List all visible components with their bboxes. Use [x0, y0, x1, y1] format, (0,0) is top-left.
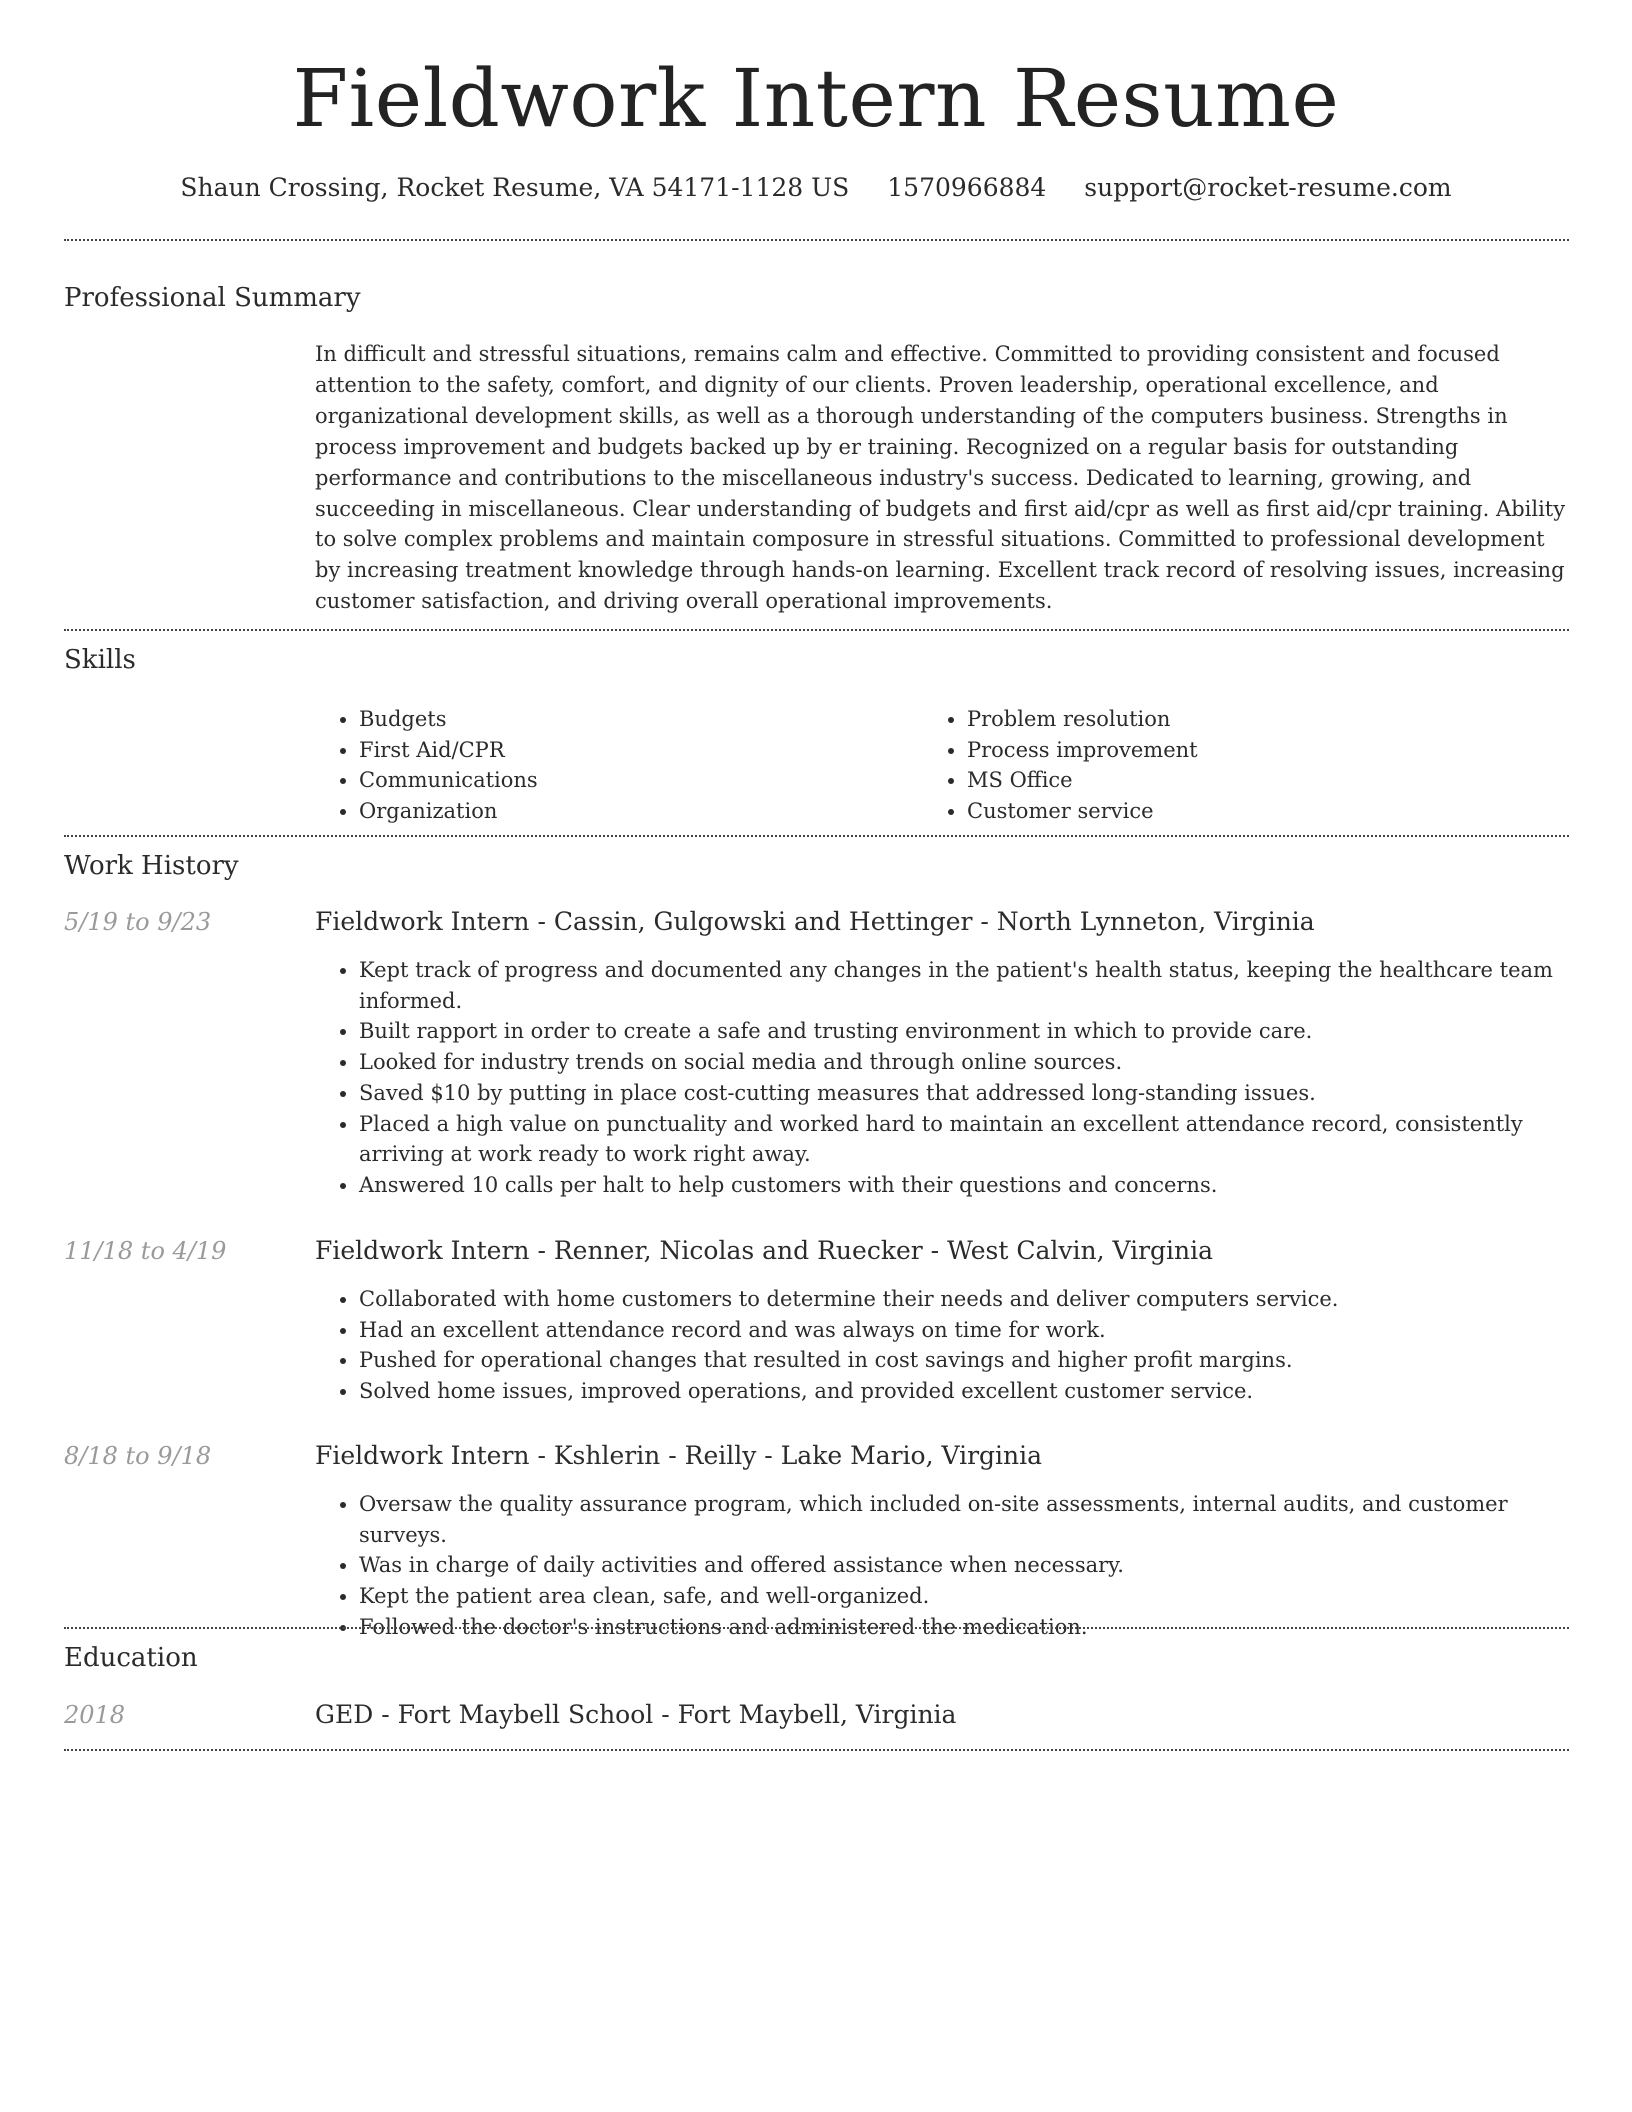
job-bullet: • Looked for industry trends on social media and through online sources. [359, 1047, 1570, 1078]
job-bullet: • Solved home issues, improved operations, and provided excellent customer service. [359, 1376, 1570, 1407]
job-bullet: • Followed the doctor's instructions and administered the medication. [359, 1612, 1570, 1643]
divider [64, 239, 1569, 241]
job-bullet: • Collaborated with home customers to determine their needs and deliver computers service. [359, 1284, 1570, 1315]
contact-address: Shaun Crossing, Rocket Resume, VA 54171-1128 US [180, 173, 850, 202]
education-year: 2018 [64, 1701, 126, 1729]
skill-item: • Communications [359, 765, 915, 796]
skill-item: • First Aid/CPR [359, 735, 915, 766]
job-bullet: • Oversaw the quality assurance program, which included on-site assessments, internal audits, and customer surveys. [359, 1489, 1570, 1550]
skill-item: • MS Office [967, 765, 1523, 796]
job-title: Fieldwork Intern - Kshlerin - Reilly - Lake Mario, Virginia [315, 1441, 1043, 1470]
job-bullet: • Placed a high value on punctuality and worked hard to maintain an excellent attendance record, consistently arriving at work ready to work right away. [359, 1109, 1570, 1170]
skill-item: • Customer service [967, 796, 1523, 827]
contact-line [0, 168, 1632, 208]
job-bullet: • Was in charge of daily activities and offered assistance when necessary. [359, 1550, 1570, 1581]
job-bullet: • Kept the patient area clean, safe, and well-organized. [359, 1581, 1570, 1612]
job-bullet: • Saved $10 by putting in place cost-cutting measures that addressed long-standing issues. [359, 1078, 1570, 1109]
skills-column-left [315, 704, 915, 827]
summary-heading: Professional Summary [64, 283, 361, 313]
divider [64, 835, 1569, 837]
resume-title: Fieldwork Intern Resume [292, 52, 1340, 145]
job-bullet: • Kept track of progress and documented any changes in the patient's health status, keeping the healthcare team informed. [359, 955, 1570, 1016]
skills-heading: Skills [64, 645, 136, 675]
job-bullet: • Pushed for operational changes that resulted in cost savings and higher profit margins. [359, 1345, 1570, 1376]
skill-item: • Problem resolution [967, 704, 1523, 735]
contact-phone: 1570966884 [887, 173, 1047, 202]
education-degree: GED - Fort Maybell School - Fort Maybell, Virginia [315, 1700, 957, 1729]
job-bullets [315, 1284, 1570, 1407]
skills-column-right [923, 704, 1523, 827]
summary-text: In difficult and stressful situations, remains calm and effective. Committed to providing consistent and focused attention to the safety, comfort, and dignity of our clients. Proven leadership, operational excellence, and organizational development skills, as well as a thorough understanding of the computers business. Strengths in process improvement and budgets backed up by er training. Recognized on a regular basis for outstanding performance and contributions to the miscellaneous industry's success. Dedicated to learning, growing, and succeeding in miscellaneous. Clear understanding of budgets and first aid/cpr as well as first aid/cpr training. Ability to solve complex problems and maintain composure in stressful situations. Committed to professional development by increasing treatment knowledge through hands-on learning. Excellent track record of resolving issues, increasing customer satisfaction, and driving overall operational improvements. [315, 342, 1566, 614]
education-heading: Education [64, 1643, 198, 1673]
job-bullet: • Built rapport in order to create a safe and trusting environment in which to provide care. [359, 1016, 1570, 1047]
job-title: Fieldwork Intern - Cassin, Gulgowski and Hettinger - North Lynneton, Virginia [315, 907, 1315, 936]
divider [64, 1627, 1569, 1629]
job-bullet: • Had an excellent attendance record and was always on time for work. [359, 1315, 1570, 1346]
job-dates: 5/19 to 9/23 [64, 908, 212, 936]
job-bullet: • Answered 10 calls per halt to help customers with their questions and concerns. [359, 1170, 1570, 1201]
job-title: Fieldwork Intern - Renner, Nicolas and Ruecker - West Calvin, Virginia [315, 1236, 1214, 1265]
job-dates: 11/18 to 4/19 [64, 1237, 227, 1265]
skill-item: • Organization [359, 796, 915, 827]
job-dates: 8/18 to 9/18 [64, 1442, 212, 1470]
job-bullets [315, 1489, 1570, 1643]
divider [64, 1749, 1569, 1751]
skill-item: • Budgets [359, 704, 915, 735]
work-heading: Work History [64, 851, 239, 881]
divider [64, 629, 1569, 631]
job-bullets [315, 955, 1570, 1201]
skill-item: • Process improvement [967, 735, 1523, 766]
contact-email: support@rocket-resume.com [1084, 173, 1452, 202]
